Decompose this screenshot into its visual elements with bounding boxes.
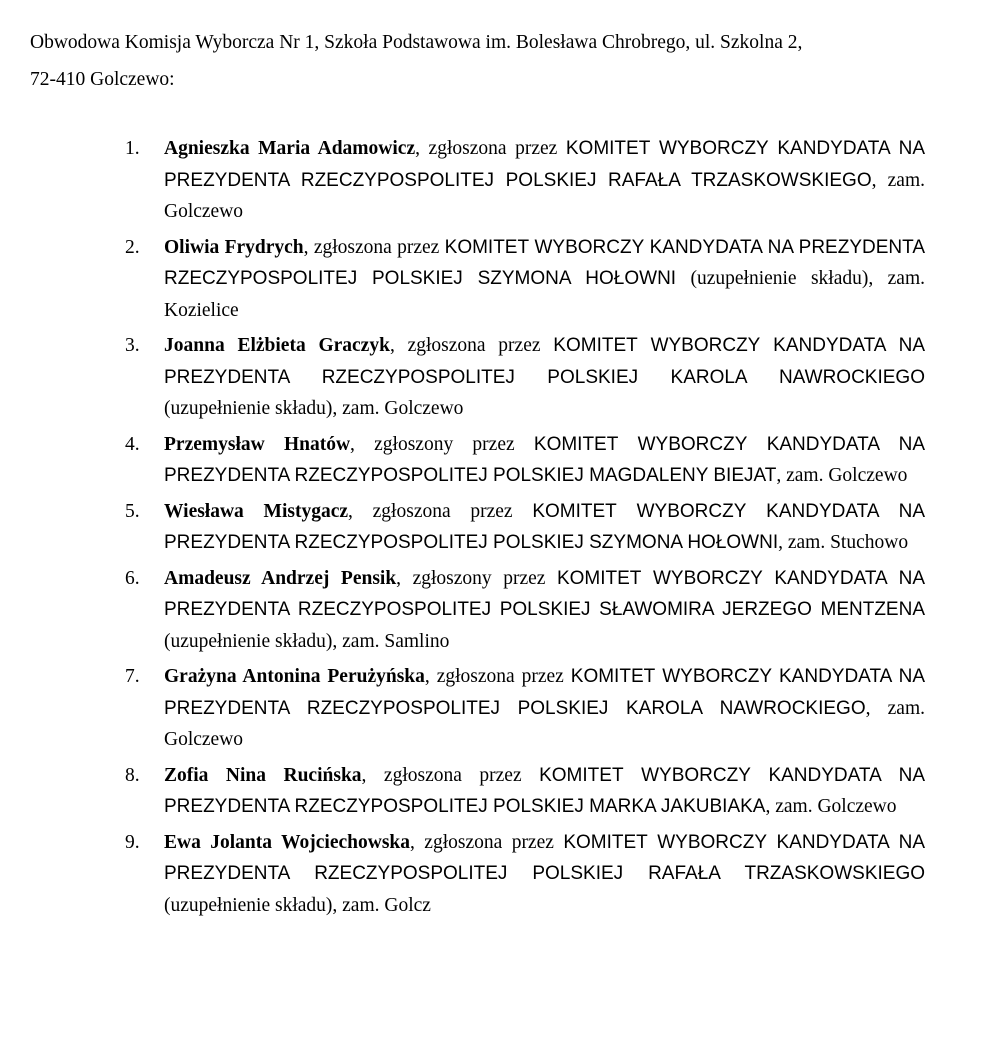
member-name: Grażyna Antonina Perużyńska (164, 666, 425, 687)
residence: , zam. Golczewo (776, 465, 908, 486)
member-name: Oliwia Frydrych (164, 236, 304, 258)
committee-name: KOMITET WYBORCZY KANDYDATA NA PREZYDENTA RZECZYPOSPOLITEJ POLSKIEJ MAGDALENY BIEJAT (164, 433, 925, 486)
item-number: 4. (125, 433, 140, 455)
item-number: 1. (125, 138, 140, 159)
reported-by: , zgłoszona przez (410, 831, 564, 853)
item-text (164, 232, 925, 327)
item-number: 2. (125, 236, 140, 258)
member-name: Ewa Jolanta Wojciechowska (164, 831, 410, 853)
list-item (120, 429, 925, 492)
reported-by: , zgłoszony przez (350, 433, 534, 455)
item-number: 7. (125, 666, 140, 687)
item-text (164, 429, 925, 492)
committee-name: KOMITET WYBORCZY KANDYDATA NA PREZYDENTA RZECZYPOSPOLITEJ POLSKIEJ SZYMONA HOŁOWNI (164, 500, 925, 553)
list-item (120, 760, 925, 823)
member-name: Wiesława Mistygacz (164, 500, 349, 522)
list-item (120, 661, 925, 756)
list-item (120, 827, 925, 922)
list-item (120, 232, 925, 327)
item-text (164, 661, 925, 756)
residence: , zam. Golczewo (164, 169, 925, 222)
item-text (164, 563, 925, 658)
reported-by: , zgłoszona przez (415, 138, 566, 159)
reported-by: , zgłoszony przez (396, 567, 557, 589)
committee-name: KOMITET WYBORCZY KANDYDATA NA PREZYDENTA RZECZYPOSPOLITEJ POLSKIEJ RAFAŁA TRZASKOWSKIEGO (164, 138, 925, 191)
committee-name: KOMITET WYBORCZY KANDYDATA NA PREZYDENTA RZECZYPOSPOLITEJ POLSKIEJ RAFAŁA TRZASKOWSKIEGO (164, 831, 925, 884)
list-item (120, 563, 925, 658)
member-name: Amadeusz Andrzej Pensik (164, 567, 397, 589)
committee-name: KOMITET WYBORCZY KANDYDATA NA PREZYDENTA RZECZYPOSPOLITEJ POLSKIEJ MARKA JAKUBIAKA (164, 764, 926, 817)
residence: (uzupełnienie składu), zam. Samlino (164, 630, 450, 652)
reported-by: , zgłoszona przez (348, 500, 533, 522)
committee-name: KOMITET WYBORCZY KANDYDATA NA PREZYDENTA RZECZYPOSPOLITEJ POLSKIEJ SŁAWOMIRA JERZEGO MENTZENA (164, 567, 925, 620)
header-line-2: 72-410 Golczewo: (30, 69, 175, 90)
item-number: 8. (125, 764, 140, 786)
item-number: 6. (125, 567, 140, 589)
residence: (uzupełnienie składu), zam. Kozielice (164, 268, 925, 321)
residence: (uzupełnienie składu), zam. Golczewo (164, 398, 464, 419)
item-text (164, 760, 925, 823)
committee-name: KOMITET WYBORCZY KANDYDATA NA PREZYDENTA RZECZYPOSPOLITEJ POLSKIEJ KAROLA NAWROCKIEGO (164, 335, 925, 388)
residence: , zam. Golczewo (164, 697, 925, 750)
member-name: Przemysław Hnatów (164, 433, 351, 455)
reported-by: , zgłoszona przez (389, 335, 554, 356)
item-number: 5. (125, 500, 140, 522)
header-line-1: Obwodowa Komisja Wyborcza Nr 1, Szkoła Podstawowa im. Bolesława Chrobrego, ul. Szkolna 2, (30, 32, 803, 53)
item-text (164, 827, 925, 922)
item-text (164, 133, 925, 228)
residence: , zam. Golczewo (765, 796, 897, 817)
reported-by: , zgłoszona przez (361, 764, 540, 786)
commission-header (30, 24, 980, 98)
item-text (164, 330, 925, 425)
list-item (120, 330, 925, 425)
committee-name: KOMITET WYBORCZY KANDYDATA NA PREZYDENTA RZECZYPOSPOLITEJ POLSKIEJ SZYMONA HOŁOWNI (164, 236, 925, 289)
item-number: 3. (125, 335, 140, 356)
residence: (uzupełnienie składu), zam. Golcz (164, 894, 431, 916)
member-list (120, 133, 925, 925)
item-text (164, 496, 925, 559)
member-name: Zofia Nina Rucińska (164, 764, 362, 786)
reported-by: , zgłoszona przez (424, 666, 571, 687)
item-number: 9. (125, 831, 140, 853)
member-name: Joanna Elżbieta Graczyk (164, 335, 390, 356)
reported-by: , zgłoszona przez (303, 236, 445, 258)
member-name: Agnieszka Maria Adamowicz (164, 138, 416, 159)
residence: , zam. Stuchowo (778, 532, 909, 553)
list-item (120, 133, 925, 228)
list-item (120, 496, 925, 559)
committee-name: KOMITET WYBORCZY KANDYDATA NA PREZYDENTA RZECZYPOSPOLITEJ POLSKIEJ KAROLA NAWROCKIEGO (164, 666, 925, 719)
